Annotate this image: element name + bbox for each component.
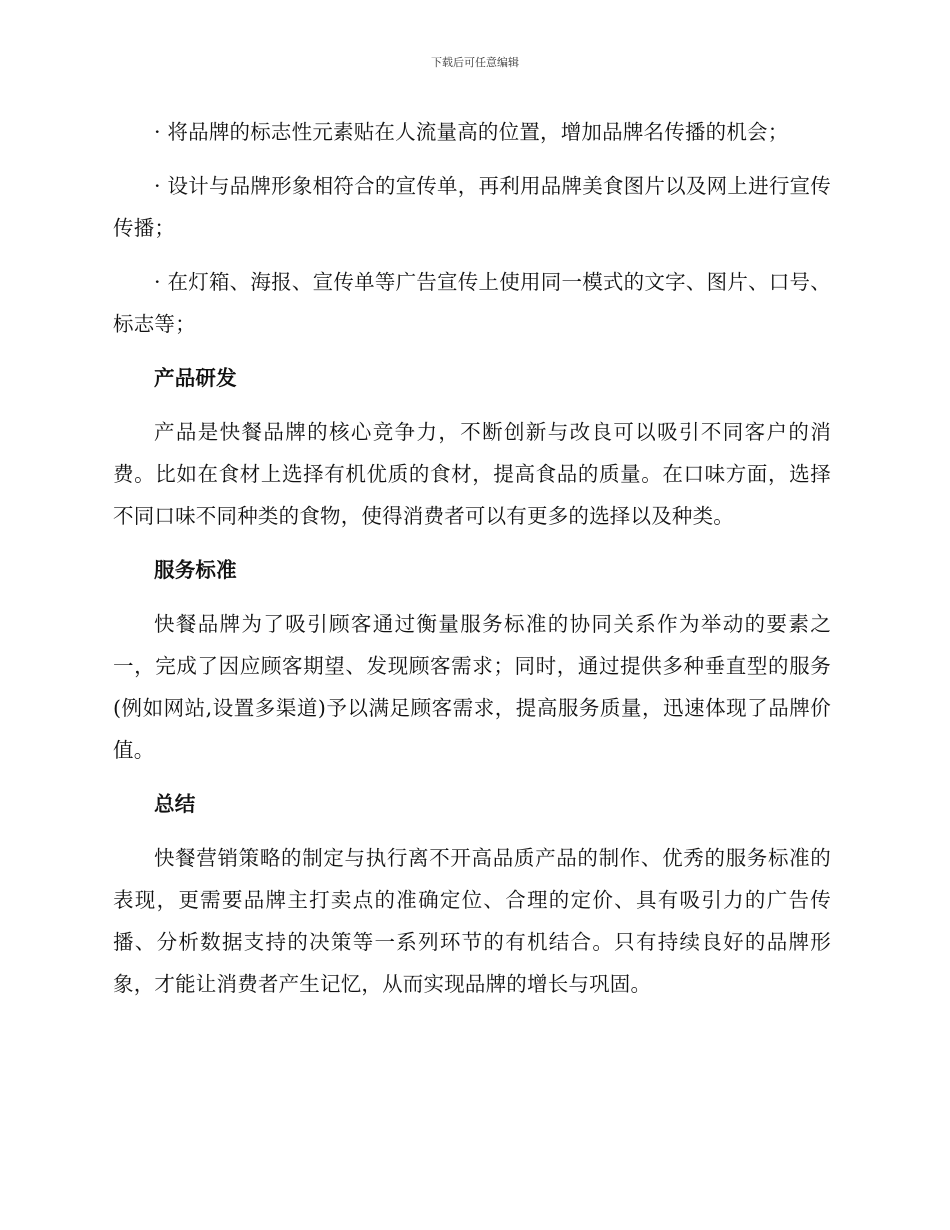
section-heading: 服务标准 [154, 558, 237, 582]
section-paragraph: 产品是快餐品牌的核心竞争力，不断创新与改良可以吸引不同客户的消费。比如在食材上选择有机优质的食材，提高食品的质量。在口味方面，选择不同口味不同种类的食物，使得消费者可以有更多的选择以及种类。 [113, 420, 831, 528]
page-header: 下载后可任意编辑 [431, 56, 519, 69]
section-paragraph: 快餐品牌为了吸引顾客通过衡量服务标准的协同关系作为举动的要素之一，完成了因应顾客期望、发现顾客需求；同时，通过提供多种垂直型的服务 (例如网站,设置多渠道)予以满足顾客需求，提高服务质量，迅速体现了品牌价值。 [113, 612, 831, 762]
section-heading: 产品研发 [154, 366, 237, 390]
section-paragraph: 快餐营销策略的制定与执行离不开高品质产品的制作、优秀的服务标准的表现，更需要品牌主打卖点的准确定位、合理的定价、具有吸引力的广告传播、分析数据支持的决策等一系列环节的有机结合。只有持续良好的品牌形象，才能让消费者产生记忆，从而实现品牌的增长与巩固。 [113, 846, 831, 996]
bullet-item: · 将品牌的标志性元素贴在人流量高的位置，增加品牌名传播的机会； [154, 120, 789, 144]
document-body [113, 111, 831, 1017]
bullet-item: · 在灯箱、海报、宣传单等广告宣传上使用同一模式的文字、图片、口号、标志等； [113, 270, 831, 336]
bullet-item: · 设计与品牌形象相符合的宣传单，再利用品牌美食图片以及网上进行宣传传播； [113, 174, 831, 240]
section-heading: 总结 [154, 792, 196, 816]
